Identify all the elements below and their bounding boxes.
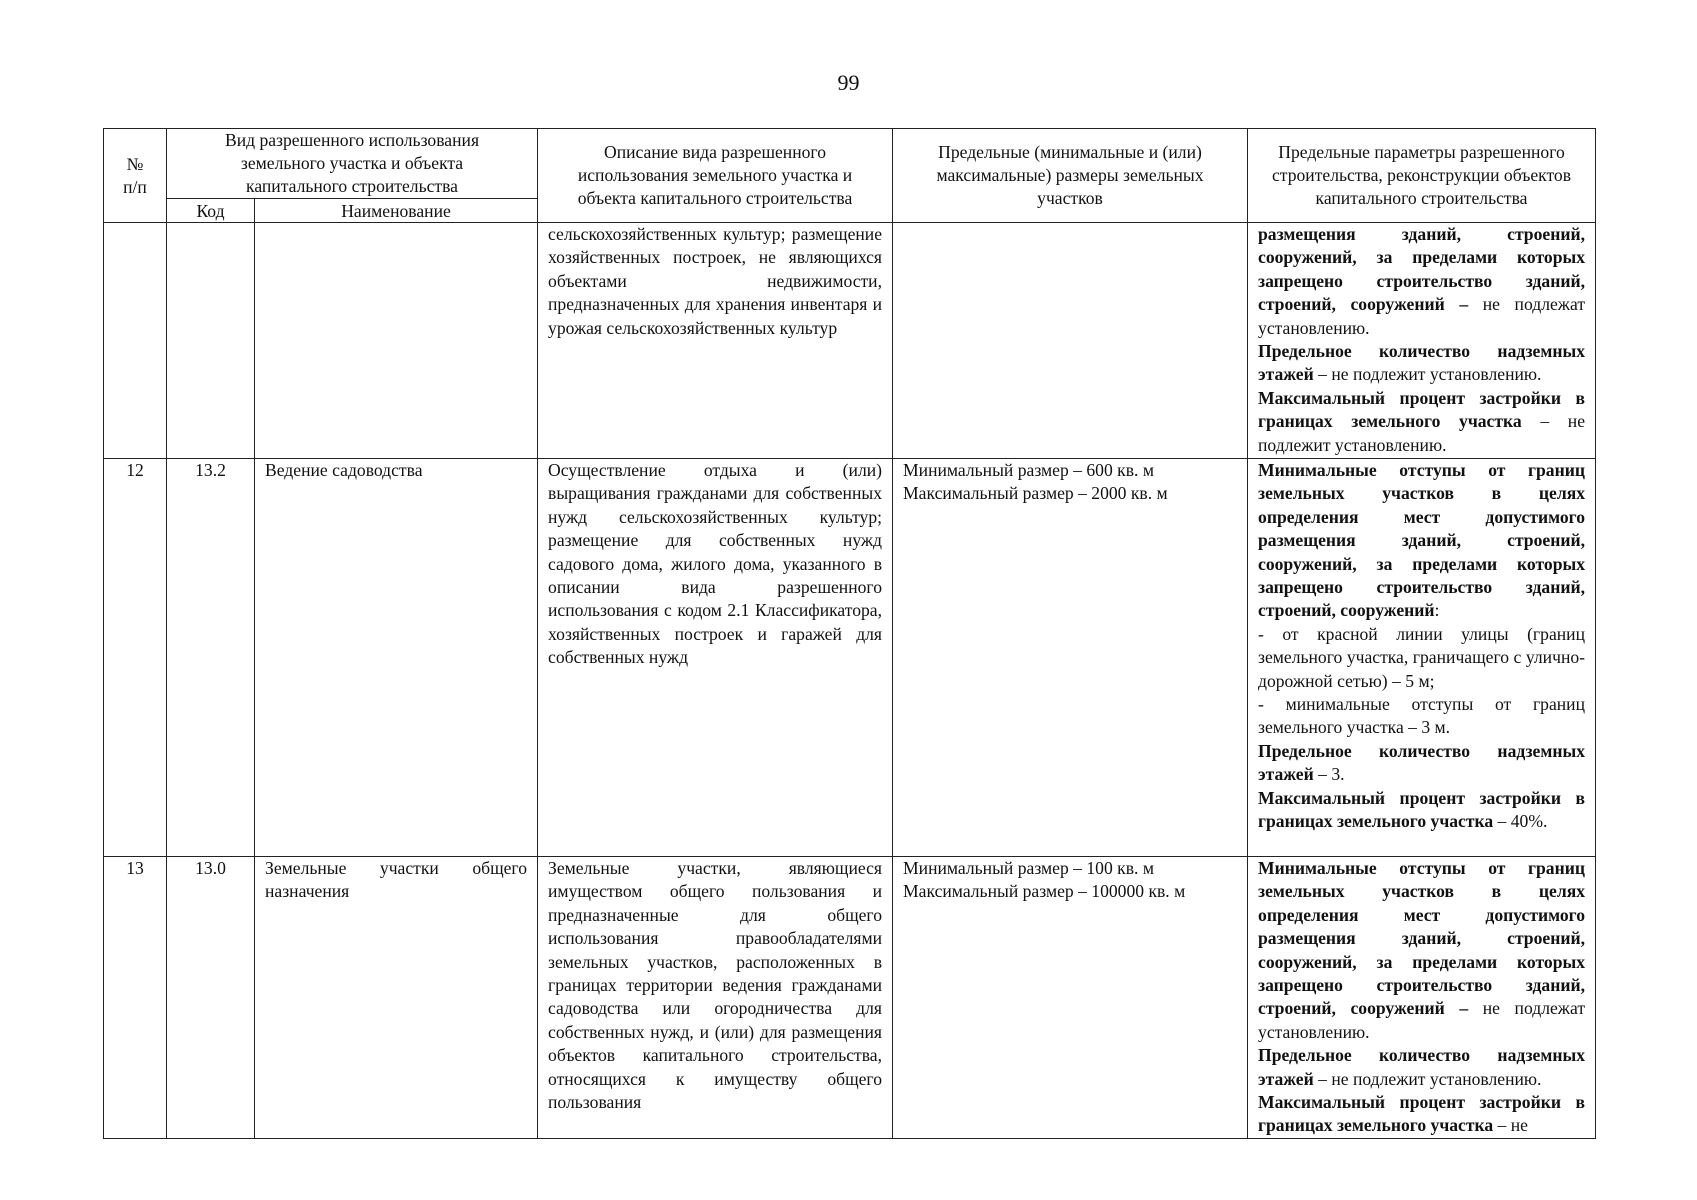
table-header bbox=[104, 129, 1596, 223]
row-description: Осуществление отдыха и (или) выращивания гражданами для собственных нужд сельскохозяйственных культур; размещение для собственных нужд садового дома, жилого дома, указанного в описании вида разрешенного использования с кодом 2.1 Классификатора, хозяйственных построек и гаражей для собственных нужд bbox=[538, 459, 893, 857]
header-vid-group: Вид разрешенного использования земельного участка и объекта капитального строительства bbox=[167, 129, 538, 199]
param-title: размещения зданий, строений, сооружений, за пределами которых запрещено строительство зданий, строений, сооружений – bbox=[1258, 224, 1586, 315]
page-number: 99 bbox=[837, 70, 860, 95]
param-title: Минимальные отступы от границ земельных участков в целях определения мест допустимого размещения зданий, строений, сооружений, за пределами которых запрещено строительство зданий, строений, сооружений – bbox=[1258, 858, 1586, 1019]
row-params bbox=[1248, 857, 1596, 1139]
param-value: – не подлежит установлению. bbox=[1258, 411, 1586, 455]
row-params bbox=[1248, 459, 1596, 857]
param-value: – не подлежит установлению. bbox=[1313, 1068, 1542, 1089]
param-title: Максимальный процент застройки в границах земельного участка bbox=[1258, 787, 1586, 832]
param-value: не подлежат установлению. bbox=[1258, 294, 1586, 338]
param-value: – не bbox=[1493, 1115, 1528, 1136]
header-code: Код bbox=[167, 199, 255, 223]
row-num: 12 bbox=[104, 459, 167, 857]
header-name: Наименование bbox=[255, 199, 538, 223]
min-size: Минимальный размер – 600 кв. м bbox=[903, 460, 1154, 480]
row-description: сельскохозяйственных культур; размещение хозяйственных построек, не являющихся объектами недвижимости, предназначенных для хранения инвентаря и урожая сельскохозяйственных культур bbox=[538, 223, 893, 459]
param-value: – не подлежит установлению. bbox=[1313, 364, 1542, 385]
row-code bbox=[167, 223, 255, 459]
row-description: Земельные участки, являющиеся имуществом общего пользования и предназначенные для общего использования правообладателями земельных участков, расположенных в границах территории ведения гражданами садоводства или огородничества для собственных нужд, и (или) для размещения объектов капитального строительства, относящихся к имуществу общего пользования bbox=[538, 857, 893, 1139]
table-row bbox=[104, 857, 1596, 1139]
param-title: Максимальный процент застройки в границах земельного участка bbox=[1258, 1092, 1586, 1136]
param-paragraph bbox=[1258, 787, 1585, 834]
param-value: : bbox=[1434, 600, 1440, 621]
param-paragraph bbox=[1258, 857, 1585, 1044]
param-paragraph bbox=[1258, 387, 1585, 457]
param-value: - от красной линии улицы (границ земельного участка, граничащего с улично-дорожной сетью) – 5 м; bbox=[1258, 623, 1586, 691]
param-paragraph bbox=[1258, 740, 1585, 787]
param-title: Предельное количество надземных этажей bbox=[1258, 1045, 1586, 1089]
param-paragraph bbox=[1258, 1044, 1585, 1091]
row-name: Ведение садоводства bbox=[255, 459, 538, 857]
param-value: – 3. bbox=[1313, 764, 1345, 785]
header-num: № п/п bbox=[104, 129, 167, 223]
table-row bbox=[104, 459, 1596, 857]
param-title: Предельное количество надземных этажей bbox=[1258, 740, 1586, 785]
row-name bbox=[255, 223, 538, 459]
max-size: Максимальный размер – 100000 кв. м bbox=[903, 881, 1186, 902]
header-description: Описание вида разрешенного использования земельного участка и объекта капитального строительства bbox=[538, 129, 893, 223]
row-code: 13.2 bbox=[167, 459, 255, 857]
min-size: Минимальный размер – 100 кв. м bbox=[903, 858, 1154, 878]
param-paragraph bbox=[1258, 693, 1585, 740]
param-paragraph bbox=[1258, 340, 1585, 387]
row-sizes bbox=[893, 223, 1248, 459]
param-paragraph bbox=[1258, 1091, 1585, 1138]
row-sizes bbox=[893, 857, 1248, 1139]
table-body bbox=[104, 223, 1596, 1139]
param-paragraph bbox=[1258, 623, 1585, 693]
row-params bbox=[1248, 223, 1596, 459]
row-sizes bbox=[893, 459, 1248, 857]
param-title: Предельное количество надземных этажей bbox=[1258, 341, 1586, 385]
table-row bbox=[104, 223, 1596, 459]
land-use-table bbox=[103, 128, 1596, 1139]
row-num: 13 bbox=[104, 857, 167, 1139]
row-code: 13.0 bbox=[167, 857, 255, 1139]
param-value: – 40%. bbox=[1493, 811, 1548, 832]
header-params: Предельные параметры разрешенного строительства, реконструкции объектов капитального строительства bbox=[1248, 129, 1596, 223]
param-value: - минимальные отступы от границ земельного участка – 3 м. bbox=[1258, 694, 1586, 738]
row-num bbox=[104, 223, 167, 459]
param-paragraph bbox=[1258, 459, 1585, 623]
row-name: Земельные участки общего назначения bbox=[255, 857, 538, 1139]
param-value: не подлежат установлению. bbox=[1258, 998, 1586, 1042]
param-paragraph bbox=[1258, 223, 1585, 340]
param-title: Максимальный процент застройки в границах земельного участка bbox=[1258, 387, 1586, 432]
header-sizes: Предельные (минимальные и (или) максимальные) размеры земельных участков bbox=[893, 129, 1248, 223]
max-size: Максимальный размер – 2000 кв. м bbox=[903, 483, 1168, 504]
param-title: Минимальные отступы от границ земельных участков в целях определения мест допустимого размещения зданий, строений, сооружений, за пределами которых запрещено строительство зданий, строений, сооружений bbox=[1258, 460, 1586, 621]
